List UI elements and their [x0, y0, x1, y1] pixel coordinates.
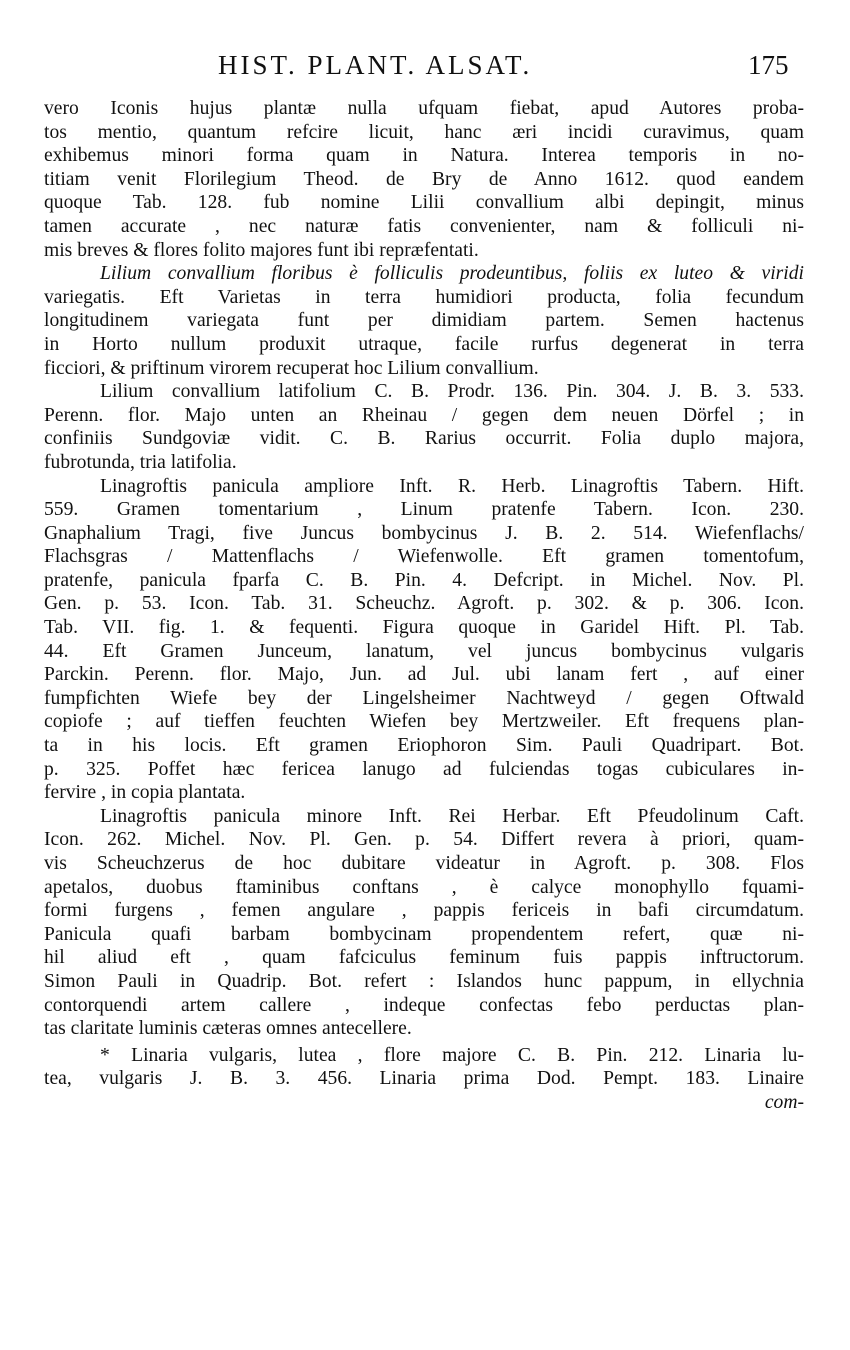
text-line: Lilium convallium latifolium C. B. Prodr. 136. Pin. 304. J. B. 3. 533.: [100, 381, 804, 403]
text-line: Simon Pauli in Quadrip. Bot. refert : Islandos hunc pappum, in ellychnia: [44, 970, 804, 992]
text-line: Gen. p. 53. Icon. Tab. 31. Scheuchz. Agroft. p. 302. & p. 306. Icon.: [44, 593, 804, 615]
catchword: com-: [764, 1091, 804, 1113]
text-line: tea, vulgaris J. B. 3. 456. Linaria prima Dod. Pempt. 183. Linaire: [44, 1068, 804, 1090]
text-line: Icon. 262. Michel. Nov. Pl. Gen. p. 54. Differt revera à priori, quam-: [44, 829, 804, 851]
text-line: formi furgens , femen angulare , pappis fericeis in bafi circumdatum.: [44, 900, 804, 922]
text-line: contorquendi artem callere , indeque confectas febo perductas plan-: [44, 994, 804, 1016]
text-line: Tab. VII. fig. 1. & fequenti. Figura quoque in Garidel Hift. Pl. Tab.: [44, 617, 804, 639]
text-line: Panicula quafi barbam bombycinam propendentem refert, quæ ni-: [44, 923, 804, 945]
text-line: * Linaria vulgaris, lutea , flore majore C. B. Pin. 212. Linaria lu-: [100, 1044, 804, 1066]
text-line: Linagroftis panicula minore Inft. Rei Herbar. Eft Pfeudolinum Caft.: [100, 805, 804, 827]
text-line: longitudinem variegata funt per dimidiam partem. Semen hactenus: [44, 310, 804, 332]
text-line: tos mentio, quantum refcire licuit, hanc æri incidi curavimus, quam: [44, 121, 804, 143]
text-line: Gnaphalium Tragi, five Juncus bombycinus J. B. 2. 514. Wiefenflachs/: [44, 522, 804, 544]
text-line: copiofe ; auf tieffen feuchten Wiefen bey Mertzweiler. Eft frequens plan-: [44, 711, 804, 733]
text-line: Parckin. Perenn. flor. Majo, Jun. ad Jul. ubi lanam fert , auf einer: [44, 664, 804, 686]
text-line: fubrotunda, tria latifolia.: [44, 451, 237, 473]
text-line: ficciori, & priftinum virorem recuperat hoc Lilium convallium.: [44, 357, 539, 379]
text-line: quoque Tab. 128. fub nomine Lilii convallium albi depingit, minus: [44, 192, 804, 214]
text-line: variegatis. Eft Varietas in terra humidiori producta, folia fecundum: [44, 286, 804, 308]
text-line: vis Scheuchzerus de hoc dubitare videatur in Agroft. p. 308. Flos: [44, 853, 804, 874]
text-line: pratenfe, panicula fparfa C. B. Pin. 4. Defcript. in Michel. Nov. Pl.: [44, 569, 804, 591]
text-line: ta in his locis. Eft gramen Eriophoron Sim. Pauli Quadripart. Bot.: [44, 735, 804, 757]
page-number: 175: [748, 50, 789, 80]
text-line: confiniis Sundgoviæ vidit. C. B. Rarius occurrit. Folia duplo majora,: [44, 428, 804, 450]
text-line: tamen accurate , nec naturæ fatis convenienter, nam & folliculi ni-: [44, 215, 804, 237]
text-line: apetalos, duobus ftaminibus conftans , è calyce monophyllo fquami-: [44, 876, 804, 898]
text-line: Lilium convallium floribus è folliculis prodeuntibus, foliis ex luteo & viridi: [100, 263, 804, 285]
text-line: Perenn. flor. Majo unten an Rheinau / gegen dem neuen Dörfel ; in: [44, 404, 804, 426]
text-line: mis breves & flores folito majores funt ibi repræfentati.: [44, 239, 479, 261]
page-header: [0, 50, 850, 90]
running-title: HIST. PLANT. ALSAT.: [218, 50, 533, 80]
text-line: Flachsgras / Mattenflachs / Wiefenwolle. Eft gramen tomentofum,: [44, 546, 804, 568]
text-line: 44. Eft Gramen Junceum, lanatum, vel juncus bombycinus vulgaris: [44, 640, 804, 662]
text-line: exhibemus minori forma quam in Natura. Interea temporis in no-: [44, 145, 804, 167]
body-text: [44, 97, 804, 1115]
text-line: hil aliud eft , quam fafciculus feminum fuis pappis inftructorum.: [44, 947, 804, 969]
text-line: fumpfichten Wiefe bey der Lingelsheimer Nachtweyd / gegen Oftwald: [44, 687, 804, 709]
text-line: vero Iconis hujus plantæ nulla ufquam fiebat, apud Autores proba-: [44, 98, 804, 119]
text-line: titiam venit Florilegium Theod. de Bry de Anno 1612. quod eandem: [44, 168, 804, 190]
text-line: Linagroftis panicula ampliore Inft. R. Herb. Linagroftis Tabern. Hift.: [100, 475, 804, 497]
text-line: in Horto nullum produxit utraque, facile rurfus degenerat in terra: [44, 333, 804, 355]
text-line: p. 325. Poffet hæc fericea lanugo ad fulciendas togas cubiculares in-: [44, 758, 804, 780]
text-line: tas claritate luminis cæteras omnes antecellere.: [44, 1018, 412, 1040]
text-line: fervire , in copia plantata.: [44, 782, 246, 804]
text-line: 559. Gramen tomentarium , Linum pratenfe Tabern. Icon. 230.: [44, 499, 804, 521]
